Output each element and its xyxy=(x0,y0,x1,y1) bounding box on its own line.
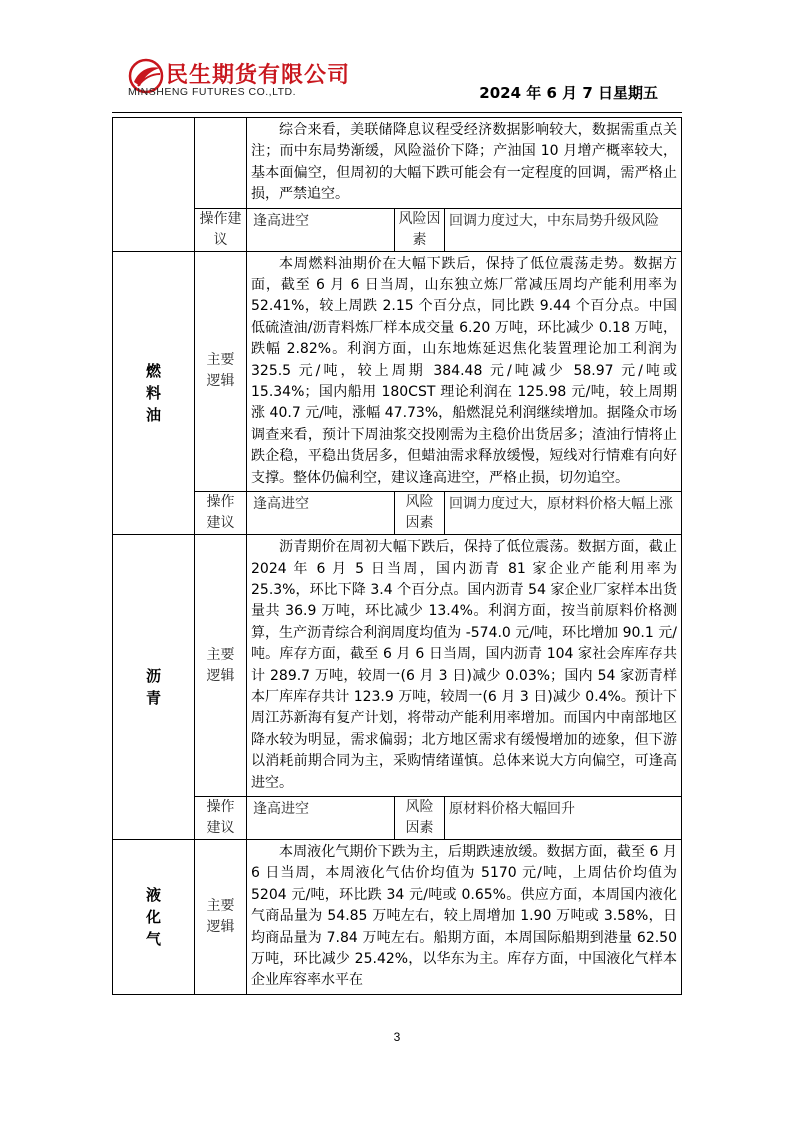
category-cell: 液化气 xyxy=(113,839,195,994)
ops-value: 逢高进空 xyxy=(247,208,395,251)
section-row-logic xyxy=(113,839,682,994)
risk-label: 风险因素 xyxy=(395,492,445,535)
logic-text: 本周液化气期价下跌为主，后期跌速放缓。数据方面，截至 6 月 6 日当周，本周液化气估价均值为 5170 元/吨，上周估价均值为 5204 元/吨，环比跌 34 元/吨或 0.65%。供应方面，本周国内液化气商品量为 54.85 万吨左右，较上周增加 1.90 万吨或 3.58%，日均商品量为 7.84 万吨左右。船期方面，本周国际船期到港量 62.50 万吨，环比减少 25.42%，以华东为主。库存方面，中国液化气样本企业库容率水平在 xyxy=(251,843,677,989)
logic-text: 综合来看，美联储降息议程受经济数据影响较大，数据需重点关注；而中东局势渐缓，风险溢价下降；产油国 10 月增产概率较大，基本面偏空，但周初的大幅下跌可能会有一定程度的回调，需严格止损，严禁追空。 xyxy=(251,122,677,203)
section-row-logic xyxy=(113,535,682,797)
logic-text: 本周燃料油期价在大幅下跌后，保持了低位震荡走势。数据方面，截至 6 月 6 日当周，山东独立炼厂常减压周均产能利用率为 52.41%，较上周跌 2.15 个百分点，同比跌 9.44 个百分点。中国低硫渣油/沥青料炼厂样本成交量 6.20 万吨，环比减少 0.18 万吨，跌幅 2.82%。利润方面，山东地炼延迟焦化装置理论加工利润为 325.5 元/吨，较上周期 384.48 元/吨减少 58.97 元/吨或 15.34%；国内船用 180CST 理论利润在 125.98 元/吨，较上周期涨 40.7 元/吨，涨幅 47.73%，船燃混兑利润继续增加。据隆众市场调查来看，预计下周油浆交投刚需为主稳价出货居多；渣油行情将止跌企稳，平稳出货居多，但蜡油需求释放缓慢，短线对行情难有向好支撑。整体仍偏利空，建议逢高进空，严格止损，切勿追空。 xyxy=(251,255,677,486)
logic-label xyxy=(195,118,247,209)
risk-value: 回调力度过大，原材料价格大幅上涨 xyxy=(445,492,682,535)
logic-text: 沥青期价在周初大幅下跌后，保持了低位震荡。数据方面，截止 2024 年 6 月 5 日当周，国内沥青 81 家企业产能利用率为 25.3%，环比下降 3.4 个百分点。国内沥青 54 家企业厂家样本出货量共 36.9 万吨，环比减少 13.4%。利润方面，按当前原料价格测算，生产沥青综合利润周度均值为 -574.0 元/吨，环比增加 90.1 元/吨。库存方面，截至 6 月 6 日当周，国内沥青 104 家社会库库存共计 289.7 万吨，较周一(6 月 3 日)减少 0.03%；国内 54 家沥青样本厂库库存共计 123.9 万吨，较周一(6 月 3 日)减少 0.4%。预计下周江苏新海有复产计划，将带动产能利用率增加。而国内中南部地区降水较为明显，需求偏弱；北方地区需求有缓慢增加的迹象，但下游以消耗前期合同为主，采购情绪谨慎。总体来说大方向偏空，可逢高进空。 xyxy=(251,539,677,791)
logo-chinese-name: 民生期货有限公司 xyxy=(166,63,351,88)
logic-label: 主要逻辑 xyxy=(195,535,247,797)
category-cell xyxy=(113,118,195,252)
risk-label: 风险因素 xyxy=(395,796,445,839)
commodity-analysis-table xyxy=(112,117,682,995)
ops-label: 操作建议 xyxy=(195,208,247,251)
logic-text-cell xyxy=(247,251,682,491)
logo-english-name: MINSHENG FUTURES CO.,LTD. xyxy=(128,86,297,98)
risk-value: 原材料价格大幅回升 xyxy=(445,796,682,839)
page-header xyxy=(0,0,794,110)
section-row-logic xyxy=(113,118,682,209)
section-row-ops xyxy=(113,796,682,839)
report-date: 2024 年 6 月 7 日星期五 xyxy=(479,84,658,102)
section-row-ops xyxy=(113,208,682,251)
logic-text-cell xyxy=(247,839,682,994)
ops-value: 逢高进空 xyxy=(247,492,395,535)
header-divider xyxy=(112,112,682,113)
logic-text-cell xyxy=(247,118,682,209)
logic-label: 主要逻辑 xyxy=(195,839,247,994)
section-row-ops xyxy=(113,492,682,535)
ops-label: 操作建议 xyxy=(195,796,247,839)
category-cell: 沥青 xyxy=(113,535,195,840)
ops-value: 逢高进空 xyxy=(247,796,395,839)
section-row-logic xyxy=(113,251,682,491)
ops-label: 操作建议 xyxy=(195,492,247,535)
category-cell: 燃料油 xyxy=(113,251,195,534)
company-logo xyxy=(128,56,368,102)
risk-label: 风险因素 xyxy=(395,208,445,251)
logic-label: 主要逻辑 xyxy=(195,251,247,491)
risk-value: 回调力度过大，中东局势升级风险 xyxy=(445,208,682,251)
page-number: 3 xyxy=(393,1030,401,1044)
logic-text-cell xyxy=(247,535,682,797)
